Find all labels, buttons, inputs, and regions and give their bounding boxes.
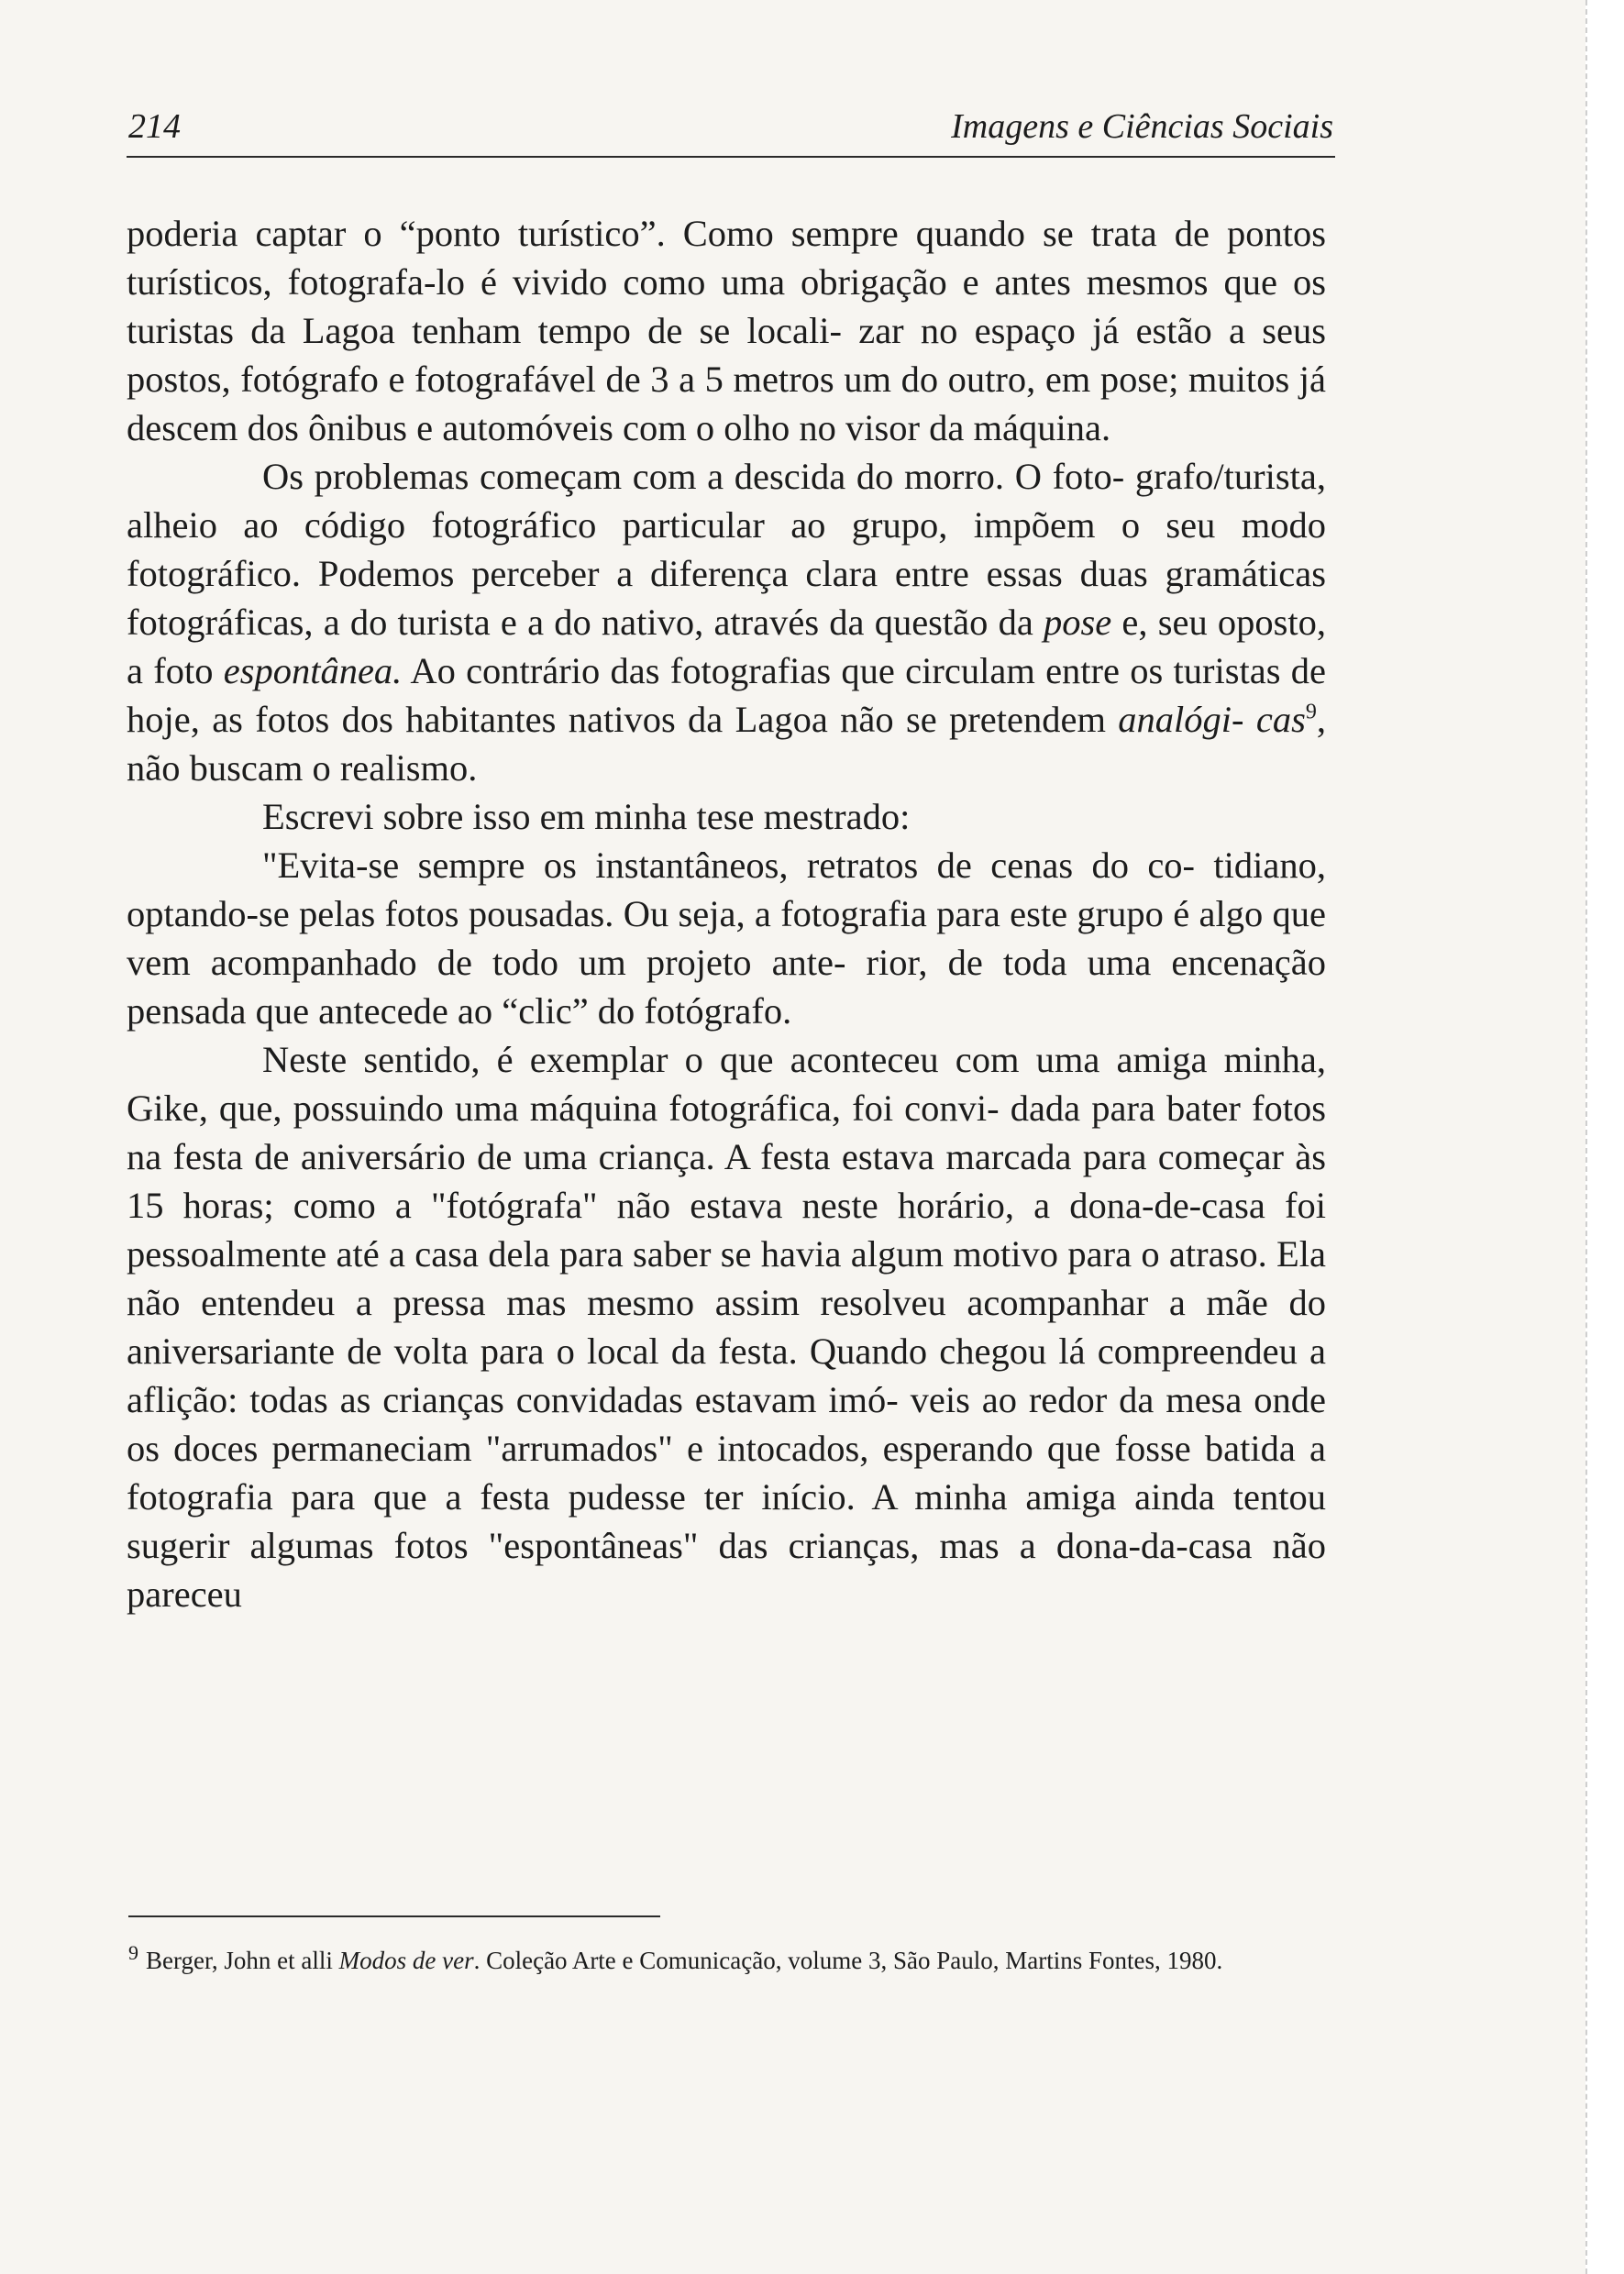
footnote-rule [128, 1915, 660, 1917]
paragraph-2-text-d: , não buscam o realismo. [127, 699, 1326, 789]
page-edge [1585, 0, 1624, 2274]
paragraph-4-quote: "Evita-se sempre os instantâneos, retratos de cenas do co- tidiano, optando-se pelas fotos pousadas. Ou seja, a fotografia para este grupo é algo que vem acompanhado de todo um projeto ante- rior, de toda uma encenação pensada que antecede ao “clic” do fotógrafo. [127, 844, 1326, 1032]
body-text [127, 209, 1326, 1618]
footnote-text-b: . Coleção Arte e Comunicação, volume 3, São Paulo, Martins Fontes, 1980. [473, 1947, 1223, 1974]
footnote [128, 1942, 1325, 1979]
footnote-title: Modos de ver [338, 1947, 474, 1974]
paragraph-5: Neste sentido, é exemplar o que aconteceu com uma amiga minha, Gike, que, possuindo uma máquina fotográfica, foi convi- dada para bater fotos na festa de aniversário de uma criança. A festa estava marcada para começar às 15 horas; como a "fotógrafa" não estava neste horário, a dona-de-casa foi pessoalmente até a casa dela para saber se havia algum motivo para o atraso. Ela não entendeu a pressa mas mesmo assim resolveu acompanhar a mãe do aniversariante de volta para o local da festa. Quando chegou lá compreendeu a aflição: todas as crianças convidadas estavam imó- veis ao redor da mesa onde os doces permaneciam "arrumados" e intocados, esperando que fosse batida a fotografia para que a festa pudesse ter início. A minha amiga ainda tentou sugerir algumas fotos "espontâneas" das crianças, mas a dona-da-casa não pareceu [127, 1039, 1326, 1615]
paragraph-2-text-c: Ao contrário das fotografias que circulam entre os turistas de hoje, as fotos dos habitantes nativos da Lagoa não se pretendem [127, 650, 1326, 740]
paragraph-2 [127, 452, 1326, 792]
paragraph-1: poderia captar o “ponto turístico”. Como sempre quando se trata de pontos turísticos, fotografa-lo é vivido como uma obrigação e antes mesmos que os turistas da Lagoa tenham tempo de se locali- zar no espaço já estão a seus postos, fotógrafo e fotografável de 3 a 5 metros um do outro, em pose; muitos já descem dos ônibus e automóveis com o olho no visor da máquina. [127, 213, 1326, 448]
emphasis-pose: pose [1044, 602, 1112, 643]
page-number: 214 [128, 107, 181, 146]
paragraph-2-text-a: Os problemas começam com a descida do morro. O foto- grafo/turista, alheio ao código fotográfico particular ao grupo, impõem o seu modo fotográfico. Podemos perceber a diferença clara entre essas duas gramáticas fotográficas, a do turista e a do nativo, através da questão da [127, 456, 1326, 643]
paragraph-3: Escrevi sobre isso em minha tese mestrado: [262, 796, 911, 837]
emphasis-espontanea: espontânea. [223, 650, 403, 691]
paragraph-2-text-b: e, seu oposto, a foto [127, 602, 1327, 691]
running-title: Imagens e Ciências Sociais [951, 107, 1333, 146]
footnote-reference: 9 [1305, 700, 1317, 724]
emphasis-analogicas: analógi- cas [1118, 699, 1306, 740]
footnote-marker: 9 [128, 1941, 138, 1964]
running-head [127, 103, 1335, 158]
footnote-text-a: Berger, John et alli [146, 1947, 339, 1974]
